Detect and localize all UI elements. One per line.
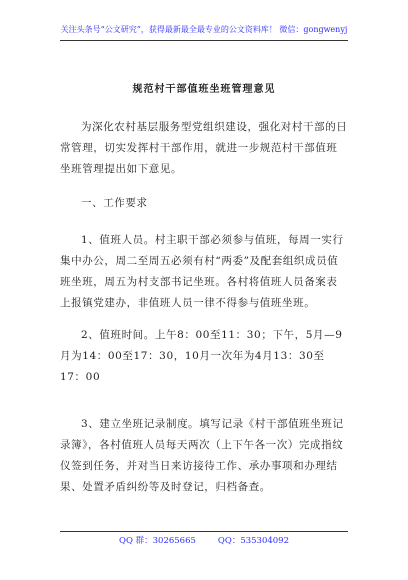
intro-paragraph: 为深化农村基层服务型党组织建设，强化对村干部的日常管理，切实发挥村干部作用，就进一步规范村干部值班坐班管理提出如下意见。 (60, 121, 348, 175)
header-divider (60, 40, 348, 41)
section-heading-work-requirements: 一、工作要求 (81, 197, 148, 209)
footer-contacts (60, 535, 348, 547)
item-duty-hours: 2、值班时间。上午8：00至11：30；下午，5月—9月为14：00至17：30，10月一次年为4月13：30至17：00 (60, 329, 343, 383)
footer-qq-group: QQ 群：30265665 (118, 536, 196, 546)
header-notice: 关注头条号“公文研究”，获得最新最全最专业的公文资料库！ 微信：gongwenyj (60, 25, 348, 34)
item-duty-personnel: 1、值班人员。村主职干部必须参与值班，每周一实行集中办公，周二至周五必须有村“两委”及配套组织成员值班坐班，周五为村支部书记坐班。各村将值班人员备案表上报镇党建办，非值班人员一律不得参与值班坐班。 (60, 234, 344, 309)
item-record-system: 3、建立坐班记录制度。填写记录《村干部值班坐班记录簿》，各村值班人员每天两次（上下午各一次）完成指纹仪签到任务，并对当日来访接待工作、承办事项和办理结果、处置矛盾纠纷等及时登记，归档备查。 (60, 418, 344, 493)
document-title: 规范村干部值班坐班管理意见 (132, 84, 276, 95)
footer-qq: QQ：535304092 (217, 536, 289, 546)
footer-divider (60, 531, 348, 532)
